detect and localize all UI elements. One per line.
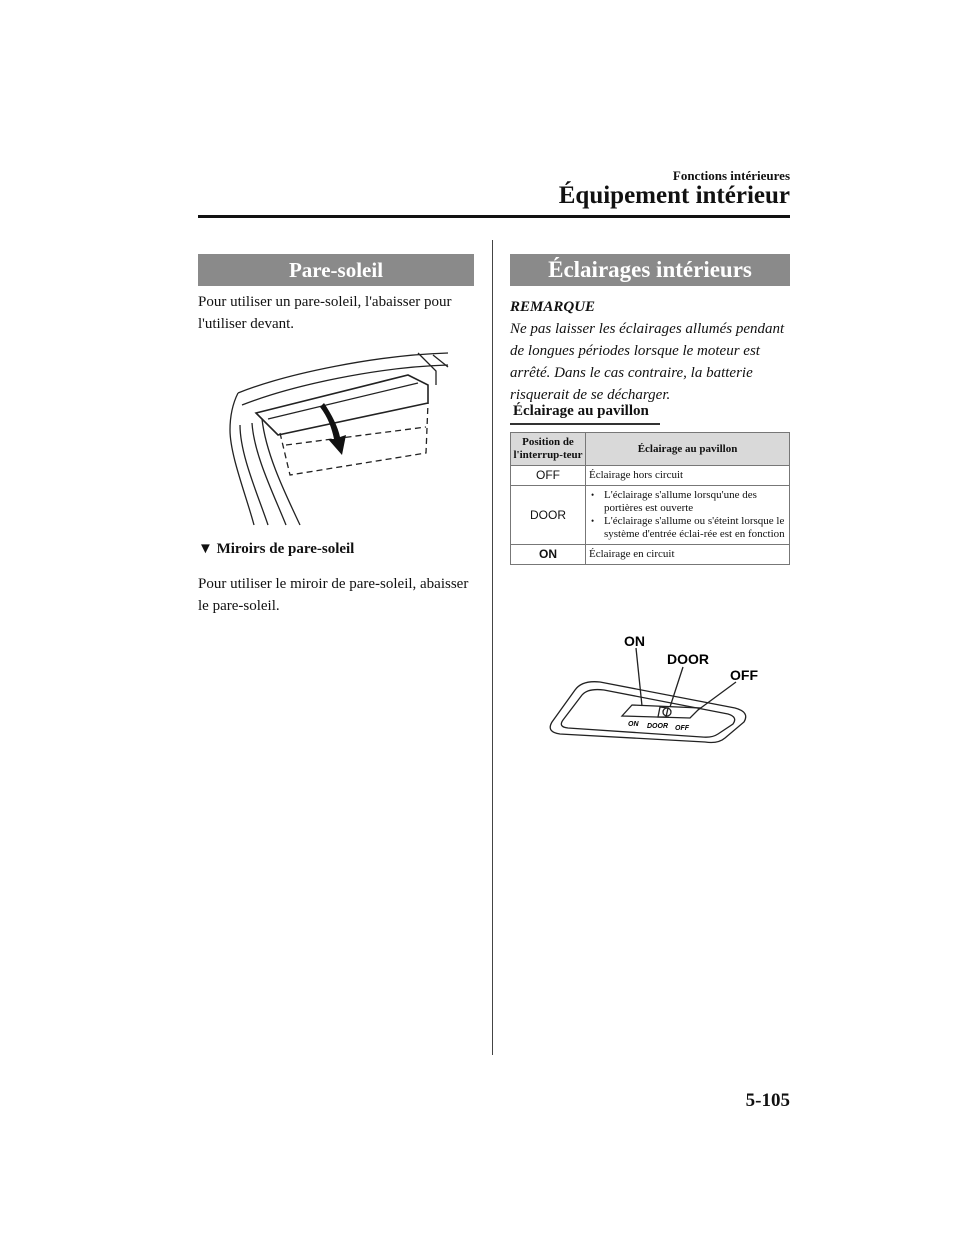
page-number: 5-105 bbox=[745, 1090, 790, 1111]
overhead-switch-illustration bbox=[540, 630, 770, 755]
switch-door-marking: DOOR bbox=[647, 723, 668, 730]
overhead-light-underline bbox=[510, 423, 660, 425]
sun-visor-illustration bbox=[228, 345, 453, 527]
interior-lights-banner: Éclairages intérieurs bbox=[510, 254, 790, 286]
label-door: DOOR bbox=[667, 651, 709, 667]
section-title: Équipement intérieur bbox=[558, 182, 790, 209]
col-header-position: Position de l'interrup-teur bbox=[511, 433, 586, 466]
bullet-item: • L'éclairage s'allume lorsqu'une des portières est ouverte bbox=[601, 489, 786, 515]
position-cell: OFF bbox=[511, 466, 586, 486]
note-text: Ne pas laisser les éclairages allumés pendant de longues périodes lorsque le moteur est arrêté. Dans le cas contraire, la batterie risquerait de se décharger. bbox=[510, 321, 785, 403]
chapter-title: Fonctions intérieures bbox=[672, 168, 790, 183]
description-cell: Éclairage en circuit bbox=[586, 545, 790, 565]
switch-table bbox=[510, 432, 790, 565]
table-row bbox=[511, 545, 790, 565]
header-rule bbox=[198, 215, 790, 218]
table-header-row bbox=[511, 433, 790, 466]
column-divider bbox=[492, 240, 493, 1055]
switch-off-marking: OFF bbox=[675, 725, 689, 732]
sun-visor-banner: Pare-soleil bbox=[198, 254, 474, 286]
overhead-light-heading: Éclairage au pavillon bbox=[513, 403, 649, 419]
mirrors-heading: ▼ Miroirs de pare-soleil bbox=[198, 541, 355, 557]
note-block bbox=[510, 296, 790, 406]
col-header-light: Éclairage au pavillon bbox=[586, 433, 790, 466]
sun-visor-intro: Pour utiliser un pare-soleil, l'abaisser pour l'utiliser devant. bbox=[198, 294, 452, 332]
table-row bbox=[511, 486, 790, 545]
position-cell: DOOR bbox=[511, 486, 586, 545]
description-cell bbox=[586, 486, 790, 545]
position-cell: ON bbox=[511, 545, 586, 565]
note-label: REMARQUE bbox=[510, 299, 596, 315]
label-off: OFF bbox=[730, 667, 758, 683]
table-row bbox=[511, 466, 790, 486]
description-cell: Éclairage hors circuit bbox=[586, 466, 790, 486]
switch-on-marking: ON bbox=[628, 721, 639, 728]
label-on: ON bbox=[624, 633, 645, 649]
bullet-item: • L'éclairage s'allume ou s'éteint lorsque le système d'entrée éclai-rée est en fonction bbox=[601, 515, 786, 541]
mirrors-text: Pour utiliser le miroir de pare-soleil, abaisser le pare-soleil. bbox=[198, 576, 469, 614]
